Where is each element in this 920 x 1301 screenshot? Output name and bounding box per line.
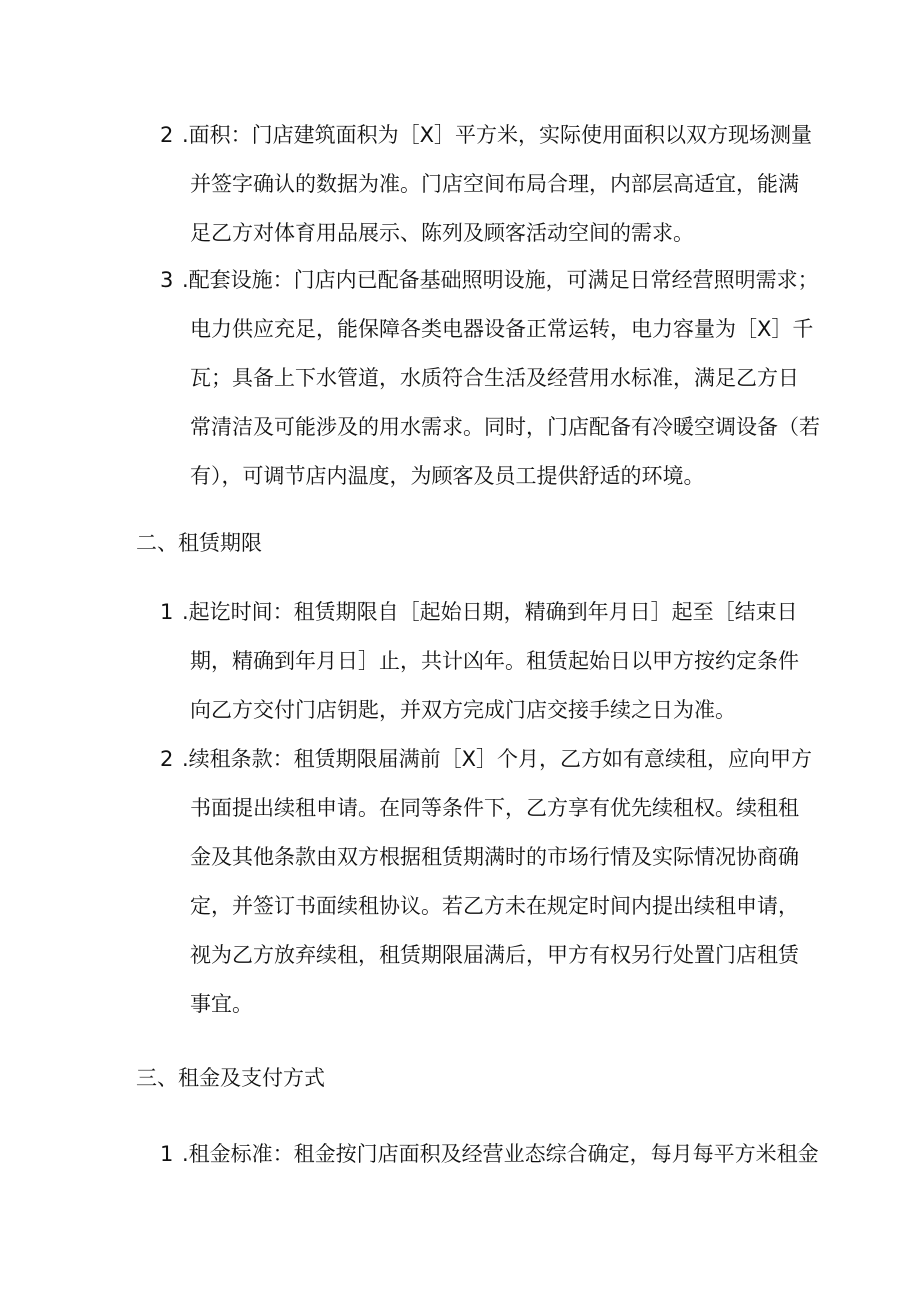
clause-start-end (160, 588, 800, 735)
clause-line: 视为乙方放弃续租，租赁期限届满后，甲方有权另行处置门店租赁 (190, 943, 799, 967)
clause-line: 金及其他条款由双方根据租赁期满时的市场行情及实际情况协商确 (190, 845, 799, 869)
clause-line: 期，精确到年月日］止，共计凶年。租赁起始日以甲方按约定条件 (190, 649, 799, 673)
clause-line: 事宜。 (190, 992, 253, 1016)
clause-line: 常清洁及可能涉及的用水需求。同时，门店配备有冷暖空调设备（若 (190, 415, 820, 439)
clause-rent-standard (160, 1130, 819, 1179)
clause-line: .租金标准：租金按门店面积及经营业态综合确定，每月每平方米租金 (182, 1142, 819, 1166)
section-heading-lease-term: 二、租赁期限 (136, 531, 262, 555)
clause-line: 电力供应充足，能保障各类电器设备正常运转，电力容量为［X］千 (190, 317, 814, 341)
clause-line: 足乙方对体育用品展示、陈列及顾客活动空间的需求。 (190, 221, 694, 245)
clause-line: 定，并签订书面续租协议。若乙方未在规定时间内提出续租申请， (190, 894, 799, 918)
clause-number: 1 (160, 1142, 174, 1166)
clause-line: .面积：门店建筑面积为［X］平方米，实际使用面积以双方现场测量 (182, 123, 813, 147)
clause-renewal (160, 735, 813, 1029)
clause-line: .起讫时间：租赁期限自［起始日期，精确到年月日］起至［结束日 (182, 600, 798, 624)
clause-number: 1 (160, 600, 174, 624)
clause-area (160, 111, 813, 258)
clause-line: 向乙方交付门店钥匙，并双方完成门店交接手续之日为准。 (190, 698, 736, 722)
clause-number: 2 (160, 123, 174, 147)
clause-number: 2 (160, 747, 174, 771)
clause-line: 有），可调节店内温度，为顾客及员工提供舒适的环境。 (190, 464, 705, 488)
clause-line: .续租条款：租赁期限届满前［X］个月，乙方如有意续租，应向甲方 (182, 747, 813, 771)
clause-line: .配套设施：门店内已配备基础照明设施，可满足日常经营照明需求； (182, 268, 819, 292)
clause-line: 并签字确认的数据为准。门店空间布局合理，内部层高适宜，能满 (190, 172, 799, 196)
clause-number: 3 (160, 268, 174, 292)
clause-line: 书面提出续租申请。在同等条件下，乙方享有优先续租权。续租租 (190, 796, 799, 820)
section-heading-rent-payment: 三、租金及支付方式 (136, 1066, 325, 1090)
clause-line: 瓦；具备上下水管道，水质符合生活及经营用水标准，满足乙方日 (190, 366, 799, 390)
clause-facilities (160, 256, 820, 501)
